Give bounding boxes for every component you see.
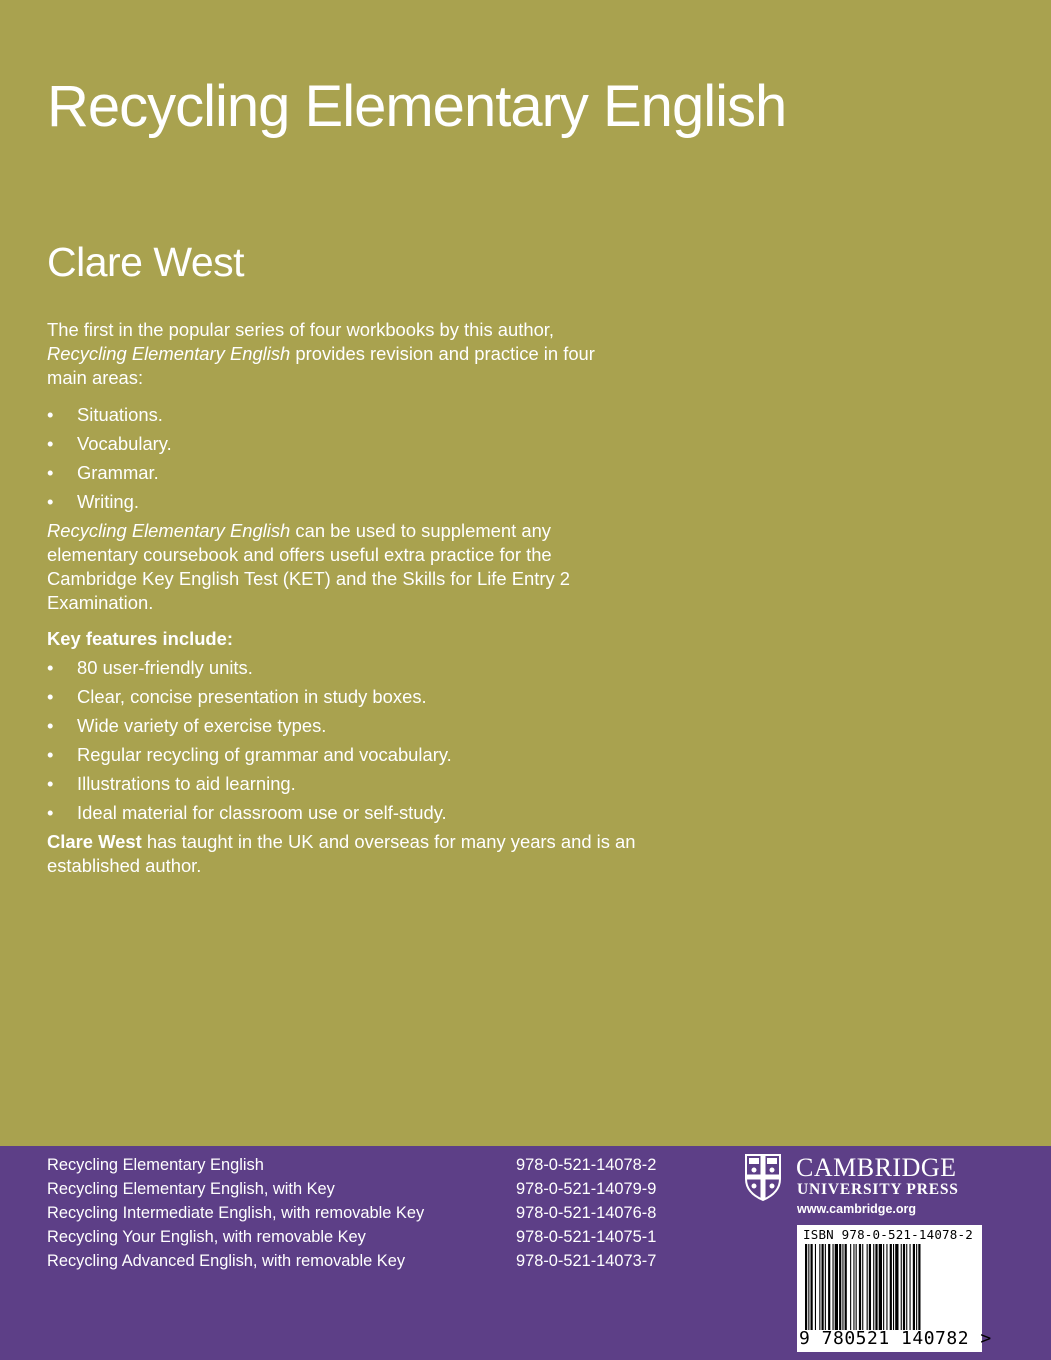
barcode-bar [845, 1244, 847, 1330]
usage-text: can be used to supplement any elementary coursebook and offers useful extra practice for the Cambridge Key English Test (KET) and the Skills for Life Entry 2 Examination. [47, 520, 571, 613]
list-item-text: Clear, concise presentation in study boxes. [77, 686, 427, 707]
list-item-text: Illustrations to aid learning. [77, 773, 296, 794]
areas-list [47, 403, 637, 519]
list-item [47, 772, 637, 801]
barcode-bar [850, 1244, 851, 1330]
list-item-text: 80 user-friendly units. [77, 657, 253, 678]
barcode-bar [815, 1244, 816, 1330]
series-title: Recycling Elementary English, with Key [47, 1180, 335, 1198]
barcode-bar [853, 1244, 854, 1330]
barcode-bar [819, 1244, 820, 1330]
features-list [47, 656, 637, 830]
series-row [47, 1153, 687, 1177]
bullet-icon: • [47, 744, 54, 765]
series-isbn: 978-0-521-14078-2 [516, 1156, 657, 1174]
barcode-bar [879, 1244, 882, 1330]
barcode-bar [842, 1244, 843, 1330]
barcode-bar [869, 1244, 871, 1330]
series-title: Recycling Your English, with removable Key [47, 1228, 366, 1246]
barcode-bar [916, 1244, 917, 1330]
barcode-bar [913, 1244, 915, 1330]
bullet-icon: • [47, 491, 54, 512]
barcode-bar [867, 1244, 868, 1330]
bullet-icon: • [47, 657, 54, 678]
bullet-icon: • [47, 433, 54, 454]
barcode-bar [883, 1244, 884, 1330]
list-item-text: Grammar. [77, 462, 159, 483]
barcode-bar [811, 1244, 813, 1330]
usage-paragraph [47, 519, 637, 615]
list-item [47, 490, 637, 519]
series-title: Recycling Elementary English [47, 1156, 264, 1174]
list-item [47, 432, 637, 461]
list-item-text: Ideal material for classroom use or self-study. [77, 802, 447, 823]
publisher-logo [744, 1153, 989, 1223]
series-row [47, 1225, 687, 1249]
bullet-icon: • [47, 462, 54, 483]
series-isbn: 978-0-521-14075-1 [516, 1228, 657, 1246]
list-item [47, 685, 637, 714]
barcode-bar [886, 1244, 887, 1330]
barcode-bar [873, 1244, 874, 1330]
series-isbn: 978-0-521-14079-9 [516, 1180, 657, 1198]
list-item [47, 714, 637, 743]
shield-icon [744, 1153, 782, 1201]
bullet-icon: • [47, 715, 54, 736]
series-row [47, 1201, 687, 1225]
bullet-icon: • [47, 686, 54, 707]
barcode-bar [825, 1244, 826, 1330]
intro-text-part1: The first in the popular series of four workbooks by this author, [47, 319, 555, 340]
series-row [47, 1177, 687, 1201]
barcode-bar [805, 1244, 807, 1330]
bullet-icon: • [47, 802, 54, 823]
list-item-text: Situations. [77, 404, 163, 425]
intro-paragraph [47, 318, 637, 390]
features-heading: Key features include: [47, 628, 234, 649]
author-name: Clare West [47, 239, 245, 285]
publisher-subtitle: UNIVERSITY PRESS [797, 1181, 959, 1198]
list-item [47, 461, 637, 490]
blurb [47, 318, 637, 878]
usage-book-title: Recycling Elementary English [47, 520, 291, 541]
barcode-bar [822, 1244, 824, 1330]
barcode-bar [808, 1244, 809, 1330]
barcode-bar [856, 1244, 857, 1330]
barcode-isbn-label: ISBN 978-0-521-14078-2 [803, 1227, 973, 1242]
barcode-bars [803, 1244, 973, 1330]
barcode-bar [895, 1244, 898, 1330]
barcode-bar [839, 1244, 841, 1330]
barcode-bar [918, 1244, 920, 1330]
barcode-bar [875, 1244, 877, 1330]
barcode-bar [906, 1244, 907, 1330]
series-title: Recycling Advanced English, with removable Key [47, 1252, 406, 1270]
list-item-text: Vocabulary. [77, 433, 172, 454]
book-title: Recycling Elementary English [47, 74, 787, 139]
publisher-url: www.cambridge.org [797, 1202, 917, 1216]
barcode-bar [910, 1244, 911, 1330]
list-item-text: Regular recycling of grammar and vocabulary. [77, 744, 452, 765]
barcode-bar [901, 1244, 902, 1330]
list-item-text: Writing. [77, 491, 139, 512]
barcode-bar [833, 1244, 834, 1330]
list-item-text: Wide variety of exercise types. [77, 715, 327, 736]
barcode-bar [859, 1244, 861, 1330]
list-item [47, 403, 637, 432]
barcode-bar [903, 1244, 905, 1330]
intro-text-part2: provides revision and practice in four main areas: [47, 343, 595, 388]
barcode-digits: 9 780521 140782 > [799, 1328, 992, 1349]
about-author-paragraph [47, 830, 637, 878]
series-isbn: 978-0-521-14076-8 [516, 1204, 657, 1222]
publisher-name: CAMBRIDGE [796, 1153, 957, 1182]
bullet-icon: • [47, 404, 54, 425]
series-row [47, 1249, 687, 1273]
barcode [797, 1225, 992, 1352]
barcode-bar [862, 1244, 863, 1330]
list-item [47, 743, 637, 772]
barcode-bar [835, 1244, 838, 1330]
about-author-text: has taught in the UK and overseas for many years and is an established author. [47, 831, 636, 876]
bullet-icon: • [47, 773, 54, 794]
series-title: Recycling Intermediate English, with removable Key [47, 1204, 425, 1222]
barcode-bar [890, 1244, 892, 1330]
barcode-bar [828, 1244, 830, 1330]
series-list [47, 1153, 687, 1273]
about-author-name: Clare West [47, 831, 142, 852]
intro-book-title: Recycling Elementary English [47, 343, 291, 364]
series-isbn: 978-0-521-14073-7 [516, 1252, 657, 1270]
list-item [47, 656, 637, 685]
barcode-bar [893, 1244, 894, 1330]
list-item [47, 801, 637, 830]
